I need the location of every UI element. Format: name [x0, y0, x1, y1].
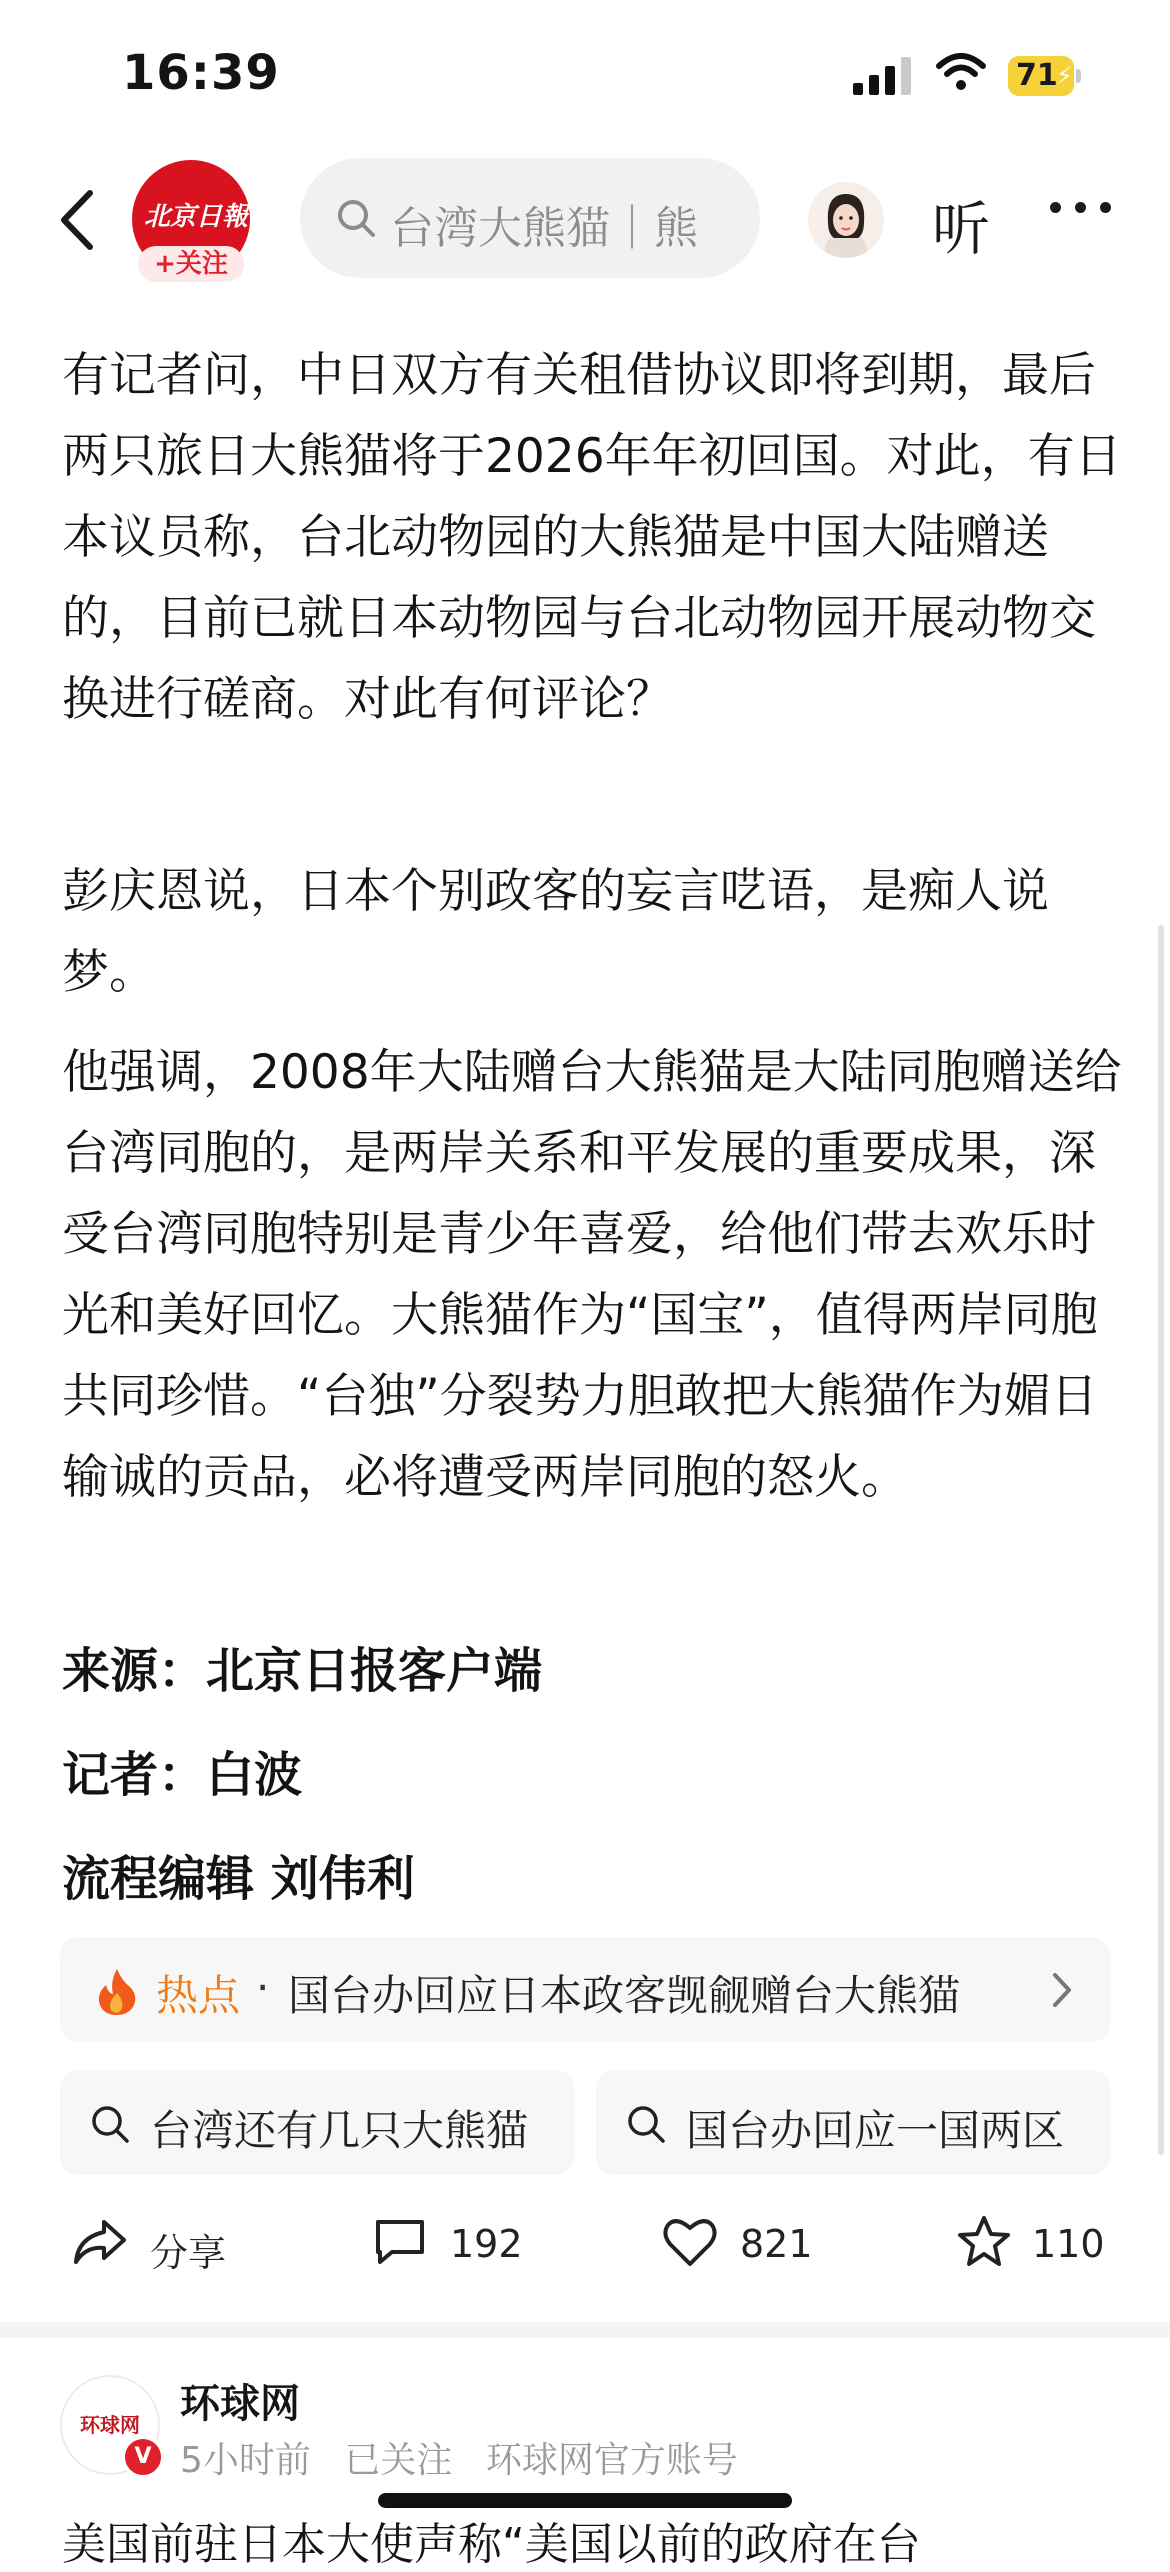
article-editor: 流程编辑 刘伟利	[62, 1851, 415, 1907]
battery-indicator	[1008, 56, 1080, 96]
article-reporter: 记者：白波	[62, 1747, 303, 1803]
home-indicator[interactable]	[378, 2493, 792, 2508]
article-paragraph: 有记者问，中日双方有关租借协议即将到期，最后两只旅日大熊猫将于2026年年初回国。对此，有日本议员称，台北动物园的大熊猫是中国大陆赠送的，目前已就日本动物园与台北动物园开展动物交换进行磋商。对此有何评论？	[62, 348, 1122, 727]
share-label: 分享	[150, 2231, 227, 2275]
article-paragraph: 他强调，2008年大陆赠台大熊猫是大陆同胞赠送给台湾同胞的，是两岸关系和平发展的重要成果，深受台湾同胞特别是青少年喜爱，给他们带去欢乐时光和美好回忆。大熊猫作为“国宝”，值得两岸同胞共同珍惜。“台独”分裂势力胆敢把大熊猫作为媚日输诚的贡品，必将遭受两岸同胞的怒火。	[62, 1045, 1122, 1505]
comment-count: 192	[450, 2222, 523, 2266]
next-post-text[interactable]: 美国前驻日本大使声称“美国以前的政府在台	[62, 2519, 921, 2570]
related-search-chip[interactable]	[60, 2070, 574, 2175]
favorite-count: 110	[1032, 2222, 1105, 2266]
status-time: 16:39	[122, 45, 280, 101]
charging-bolt-icon: ⚡	[1056, 62, 1073, 90]
status-bar	[0, 0, 1170, 150]
chevron-right-icon	[1050, 1971, 1074, 2009]
fire-icon	[96, 1967, 138, 2015]
cellular-signal-icon	[853, 57, 915, 95]
battery-percent: 71	[1016, 58, 1058, 93]
follow-button[interactable]: +关注	[138, 246, 244, 282]
like-count: 821	[740, 2222, 813, 2266]
related-search-label: 台湾还有几只大熊猫	[150, 2106, 529, 2155]
wifi-icon	[935, 52, 987, 92]
like-button[interactable]	[662, 2210, 842, 2280]
hot-topic-separator: ·	[256, 1963, 270, 2012]
favorite-button[interactable]	[956, 2210, 1146, 2280]
heart-icon	[662, 2214, 718, 2270]
share-icon	[72, 2214, 128, 2270]
search-bar[interactable]	[300, 158, 760, 278]
top-nav-bar	[0, 150, 1170, 290]
publisher-logo[interactable]	[130, 160, 254, 284]
publisher-logo-text: 北京日報	[144, 202, 249, 232]
share-button[interactable]	[72, 2210, 252, 2280]
related-search-chip[interactable]	[596, 2070, 1110, 2175]
hot-topic-tag: 热点	[156, 1971, 241, 2020]
search-icon	[336, 198, 376, 238]
follow-status: 已关注	[344, 2440, 453, 2481]
comment-button[interactable]	[372, 2210, 552, 2280]
assistant-avatar[interactable]	[808, 182, 884, 258]
more-options-icon[interactable]	[1050, 202, 1112, 222]
search-icon	[626, 2104, 666, 2144]
search-placeholder: 台湾大熊猫｜熊	[390, 203, 698, 254]
verified-badge: V	[122, 2436, 164, 2478]
author-logo-text: 环球网	[80, 2413, 140, 2437]
author-meta	[180, 2432, 760, 2483]
related-search-label: 国台办回应一国两区	[686, 2106, 1065, 2155]
account-description: 环球网官方账号	[485, 2440, 738, 2481]
section-divider	[0, 2322, 1170, 2338]
star-icon	[956, 2214, 1012, 2270]
avatar-portrait-icon	[808, 182, 884, 258]
author-name[interactable]: 环球网	[180, 2381, 300, 2427]
comment-icon	[372, 2214, 428, 2270]
scrollbar[interactable]	[1158, 925, 1164, 2155]
hot-topic-title: 国台办回应日本政客觊觎赠台大熊猫	[288, 1971, 961, 2020]
hot-topic-link[interactable]	[60, 1937, 1110, 2042]
back-arrow-icon[interactable]	[50, 185, 110, 255]
article-paragraph: 彭庆恩说，日本个别政客的妄言呓语，是痴人说梦。	[62, 864, 1049, 1000]
listen-button[interactable]: 听	[932, 195, 991, 263]
search-icon	[90, 2104, 130, 2144]
post-time: 5小时前	[180, 2440, 311, 2481]
article-source: 来源：北京日报客户端	[62, 1643, 543, 1699]
